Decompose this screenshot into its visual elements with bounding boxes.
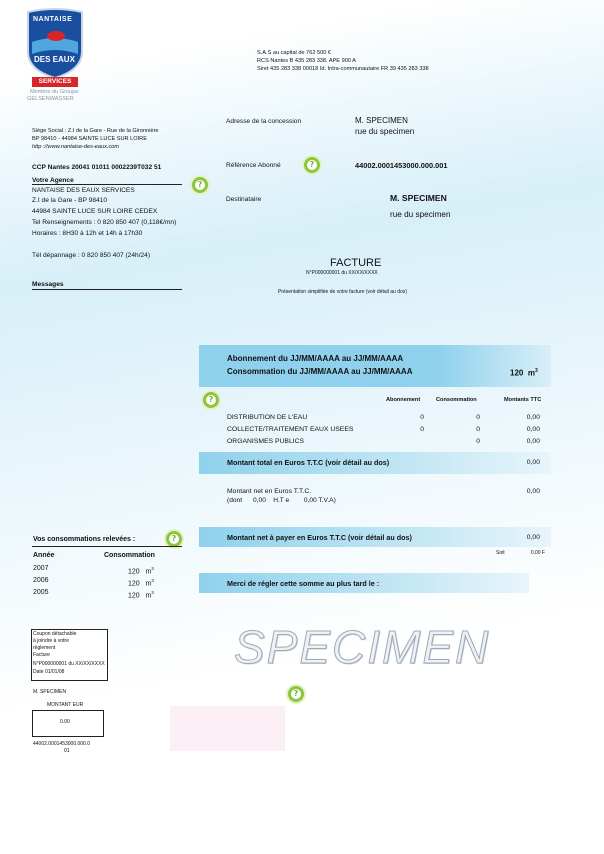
agence-line1: NANTAISE DES EAUX SERVICES [32, 187, 135, 194]
agence-title: Votre Agence [32, 177, 74, 184]
coupon-l4: Facture [33, 652, 50, 658]
coupon-l2: à joindre à votre [33, 638, 69, 644]
coupon-l6: Date 01/01/08 [33, 669, 65, 675]
total-label: Montant total en Euros T.T.C (voir détail au dos) [227, 458, 390, 467]
siege-line2: BP 98410 - 44984 SAINTE LUCE SUR LOIRE [32, 136, 147, 142]
facture-title: FACTURE [330, 257, 382, 269]
help-icon-conso[interactable]: ? [166, 531, 182, 547]
conso-year: 2005 [33, 589, 49, 596]
company-siret: Siret 435 283 338 00018 Id. Intra-communautaire FR 39 435 283 338 [257, 66, 429, 72]
logo-line2: DES EAUX [34, 55, 75, 64]
coupon-l1: Coupon détachable [33, 631, 77, 637]
help-icon-coupon[interactable]: ? [288, 686, 304, 702]
col-header-abonnement: Abonnement [386, 397, 421, 403]
total-value: 0,00 [526, 459, 540, 466]
conso-title: Vos consommations relevées : [33, 536, 136, 543]
row-abo: 0 [420, 426, 424, 433]
conso-year: 2006 [33, 577, 49, 584]
row-label: DISTRIBUTION DE L'EAU [227, 414, 308, 421]
row-conso: 0 [476, 438, 480, 445]
siege-url[interactable]: http ://www.nantaise-des-eaux.com [32, 144, 120, 150]
row-conso: 0 [476, 426, 480, 433]
help-icon-abonne[interactable]: ? [304, 157, 320, 173]
coupon-ref1: 44002.0001453000.000.0 [33, 741, 91, 747]
siege-line1: Siège Social : Z.I de la Gare - Rue de la Gironnière [32, 128, 159, 134]
net-value: 0,00 [526, 488, 540, 495]
destinataire-name: M. SPECIMEN [390, 193, 447, 203]
concession-name: M. SPECIMEN [355, 116, 408, 125]
logo-line1: NANTAISE [33, 16, 73, 23]
messages-title: Messages [32, 281, 64, 288]
conso-year: 2007 [33, 565, 49, 572]
conso-value: 120 $m^3$ [128, 566, 154, 576]
coupon-l3: règlement [33, 645, 56, 651]
row-label: COLLECTE/TRAITEMENT EAUX USEES [227, 426, 354, 433]
period-volume: 120 $m^3$ [510, 368, 538, 378]
specimen-watermark: SPECIMEN [234, 621, 491, 673]
row-ttc: 0,00 [526, 426, 540, 433]
destinataire-street: rue du specimen [390, 210, 451, 219]
row-ttc: 0,00 [526, 438, 540, 445]
messages-divider [32, 289, 182, 290]
agence-line3: 44984 SAINTE LUCE SUR LOIRE CEDEX [32, 208, 158, 215]
period-consommation: Consommation du JJ/MM/AAAA au JJ/MM/AAAA [227, 367, 413, 376]
ccp-number: CCP Nantes 20041 01011 0002239T032 51 [32, 164, 162, 171]
logo-sub1: Membre du Groupe [30, 89, 79, 95]
row-abo: 0 [420, 414, 424, 421]
coupon-ref2: 01 [64, 748, 70, 754]
coupon-l5: N°P000000001 du XX/XX/XXXX [33, 661, 105, 667]
agence-divider [32, 184, 182, 185]
col-header-consommation: Consommation [436, 397, 477, 403]
payment-area-shade [170, 706, 285, 751]
row-ttc: 0,00 [526, 414, 540, 421]
concession-label: Adresse de la concession [226, 118, 302, 125]
concession-street: rue du specimen [355, 127, 415, 136]
company-rcs: RCS Nantes B 435 283 338. APE 900 A [257, 58, 356, 64]
agence-line2: Z.I de la Gare - BP 98410 [32, 197, 108, 204]
period-abonnement: Abonnement du JJ/MM/AAAA au JJ/MM/AAAA [227, 354, 404, 363]
conso-value: 120 $m^3$ [128, 590, 154, 600]
abonne-value: 44002.0001453000.000.001 [355, 161, 448, 170]
conso-divider [32, 546, 182, 547]
help-icon-detail[interactable]: ? [203, 392, 219, 408]
soit-value: 0,00 F [530, 550, 545, 556]
facture-number: N°P000000001 du XX/XX/XXXX [306, 270, 378, 276]
coupon-montant-label: MONTANT EUR [47, 702, 84, 708]
coupon-name: M. SPECIMEN [33, 689, 67, 695]
company-capital: S.A.S au capital de 762 500 € [257, 50, 332, 56]
conso-col-value: Consommation [104, 552, 155, 559]
agence-tel: Tel Renseignements : 0 820 850 407 (0,118€/mn) [32, 219, 177, 226]
logo-line3: SERVICES [32, 77, 78, 87]
soit-label: Soit [496, 550, 505, 556]
company-logo [20, 8, 90, 100]
help-icon-agence[interactable]: ? [192, 177, 208, 193]
abonne-label: Référence Abonné [226, 162, 281, 169]
agence-horaires: Horaires : 8H30 à 12h et 14h à 17h30 [32, 230, 143, 237]
net-payer-value: 0,00 [526, 534, 540, 541]
logo-sub2: GELSENWASSER [27, 96, 74, 102]
net-dont: (dont 0,00 H.T e 0,00 T.V.A) [227, 497, 336, 504]
period-band [199, 345, 551, 387]
col-header-montants: Montants TTC [504, 397, 542, 403]
regler-label: Merci de régler cette somme au plus tard le : [227, 579, 380, 588]
conso-value: 120 $m^3$ [128, 578, 154, 588]
row-conso: 0 [476, 414, 480, 421]
facture-subtitle: Présentation simplifiée de votre facture (voir détail au dos) [278, 289, 407, 295]
agence-depannage: Tél dépannage : 0 820 850 407 (24h/24) [32, 252, 151, 259]
conso-col-year: Année [33, 552, 55, 559]
net-label: Montant net en Euros T.T.C. [227, 488, 312, 495]
coupon-montant-value: 0.00 [60, 719, 70, 725]
net-payer-label: Montant net à payer en Euros T.T.C (voir détail au dos) [227, 533, 412, 542]
row-label: ORGANISMES PUBLICS [227, 438, 305, 445]
destinataire-label: Destinataire [226, 196, 262, 203]
